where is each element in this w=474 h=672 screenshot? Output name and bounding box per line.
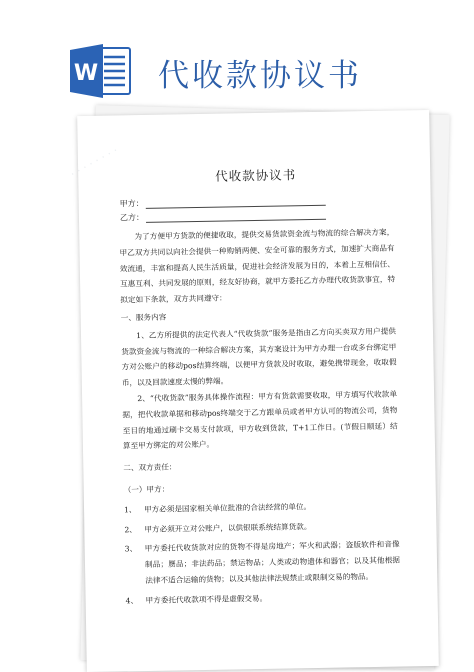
svg-text:W: W [73,61,99,86]
party-a-label: 甲方： [119,198,144,209]
document-title: 代收款协议书 [215,167,297,184]
section-2-title: 二、双方责任： [123,462,177,473]
list-item: 3、 甲方委托代收货款对应的货物不得是房地产；军火和武器；盗版软件和音像制品；赝品；非法药品；禁运物品；人类或动物遗体和器官；以及其他根据法律不适合运输的货物；以及其他法律法规禁止或限制交易的物品。 [124,539,401,585]
list-item: 4、 甲方委托代收款项不得是虚假交易。 [125,593,268,606]
party-b-label: 乙方： [119,212,145,223]
section-1-paragraph-1: 1、乙方所提供的法定代表人“代收货款”服务是指由乙方向买卖双方用户提供货款资金流与物流的一种综合解决方案，其方案设计为甲方办理一台或多台绑定甲方对公账户的移动pos结算终端，以便甲方货款及时收取，避免携带现金，收取假币，以及回款速度太慢的弊端。 [121,326,397,388]
list-item: 2、 甲方必须开立对公账户，以供银联系统结算货款。 [124,521,312,534]
word-icon [70,44,132,98]
intro-paragraph: 为了方便甲方货款的便捷收取，提供交易货款资金流与物流的综合解决方案，甲乙双方共同以向社会提供一种购销两便、安全可靠的服务方式，加速扩大商品有效流通，丰富和提高人民生活质量，促进社会经济发展为目的，本着上互相信任、互惠互利、共同发展的原则，经友好协商，就甲方委托乙方办理代收货款事宜，特拟定如下条款，双方共同遵守： [119,227,396,305]
header [0,0,474,110]
subsection-party-a: （一）甲方： [123,484,170,495]
section-1-title: 一、服务内容 [120,312,167,323]
section-1-paragraph-2: 2、“代收货款”服务具体操作流程：甲方有货款需要收取，甲方填写代收款单据，把代收款单据和移动pos终端交于乙方跟单员或者甲方认可的物流公司，货物至目的地通过刷卡交易支付款项，甲方收到货款，T+1工作日。(节假日顺延）结算至甲方绑定的对公账户。 [122,389,398,451]
document-page [68,110,439,672]
list-item: 1、 甲方必须是国家相关单位批准的合法经营的单位。 [123,501,312,515]
document-body [118,164,401,613]
watermark: · · · · · · · · [68,143,121,181]
header-title: 代收款协议书 [158,58,362,94]
